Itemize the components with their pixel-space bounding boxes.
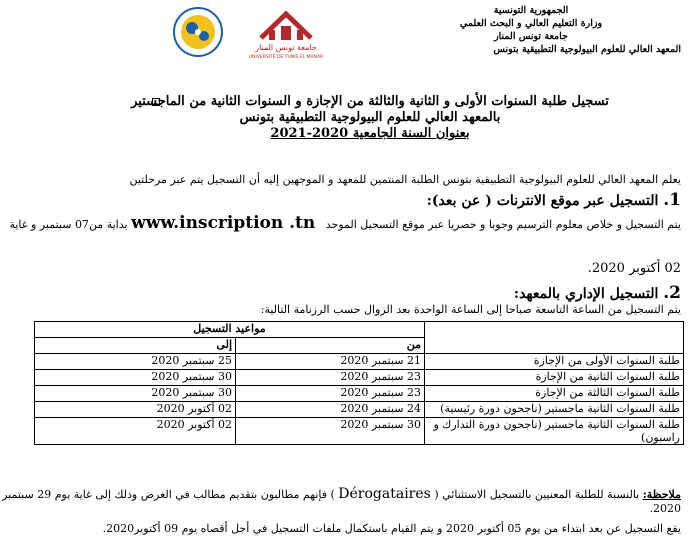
section-2-title: التسجيل الإداري بالمعهد: (513, 286, 659, 302)
header-line-2: وزارة التعليم العالي و البحث العلمي (459, 18, 603, 29)
table-header-row (35, 322, 684, 338)
row-from: 23 سبتمبر 2020 (236, 370, 425, 386)
row-to: 02 أكتوبر 2020 (35, 418, 236, 445)
section-1-text-after: بداية من07 سبتمبر و غاية (9, 218, 128, 231)
row-label: طلبة السنوات الثانية من الإجازة (425, 370, 684, 386)
note-text-after: ) فإنهم مطالبون بتقديم مطالب في الغرض وذلك إلى غاية يوم 29 سبتمبر 2020. (2, 488, 681, 515)
section-1-title: التسجيل عبر موقع الانترنات ( عن بعد): (426, 193, 659, 209)
inscription-url[interactable]: www.inscription .tn (131, 213, 316, 233)
row-label: طلبة السنوات الثانية ماجستير (ناجحون دورة رئيسية) (425, 402, 684, 418)
header-line-4: المعهد العالي للعلوم البيولوجية التطبيقية بتونس (493, 44, 681, 55)
section-2-paragraph: يتم التسجيل من الساعة التاسعة صباحا إلى الساعة الواحدة بعد الزوال حسب الرزنامة التالية: (260, 303, 681, 316)
university-logo (243, 8, 329, 60)
table-corner-cell (425, 322, 684, 354)
note-label: ملاحظة: (642, 488, 681, 501)
table-row (35, 354, 684, 370)
section-2-heading (514, 283, 681, 303)
table-group-header: مواعيد التسجيل (35, 322, 425, 338)
row-from: 30 سبتمبر 2020 (236, 418, 425, 445)
university-logo-text-fr: UNIVERSITÉ DE TUNIS EL MANAR (248, 55, 324, 60)
schedule-table (34, 321, 684, 445)
title-line-1: تسجيل طلبة السنوات الأولى و الثانية والثالثة من الإجازة و السنوات الثانية من الماجستير (131, 94, 609, 109)
header (381, 4, 681, 56)
table-row (35, 386, 684, 402)
intro-paragraph: يعلم المعهد العالي للعلوم البيولوجية التطبيقية بتونس الطلبة المنتمين للمعهد و الموجهين إليه أن التسجيل يتم عبر مرحلتين (129, 173, 681, 186)
section-1-date: 02 أكتوبر 2020. (587, 261, 681, 276)
table-row (35, 418, 684, 445)
row-from: 23 سبتمبر 2020 (236, 386, 425, 402)
university-logo-text-ar: جامعة تونس المنار (255, 43, 317, 52)
document-title (120, 94, 620, 142)
section-1-paragraph (1, 213, 681, 233)
header-line-3: جامعة تونس المنار (494, 31, 568, 42)
row-label: طلبة السنوات الثالثة من الإجازة (425, 386, 684, 402)
row-label: طلبة السنوات الثانية ماجستير (ناجحون دورة التدارك و راسبون) (425, 418, 684, 445)
section-2-number: 2. (663, 283, 681, 303)
note-derogataires: Dérogataires (338, 486, 431, 502)
header-line-1: الجمهورية التونسية (493, 5, 569, 16)
row-to: 25 سبتمبر 2020 (35, 354, 236, 370)
section-1-heading (427, 190, 681, 210)
institute-logo (172, 6, 224, 58)
table-row (35, 402, 684, 418)
section-1-text-before: يتم التسجيل و خلاص معلوم الترسيم وجوبا و حصريا عبر موقع التسجيل الموحد (325, 218, 681, 231)
note-text-before: بالنسبة للطلبة المعنيين بالتسجيل الاستثنائي ( (434, 488, 640, 501)
row-to: 30 سبتمبر 2020 (35, 370, 236, 386)
row-label: طلبة السنوات الأولى من الإجازة (425, 354, 684, 370)
row-from: 24 سبتمبر 2020 (236, 402, 425, 418)
row-to: 30 سبتمبر 2020 (35, 386, 236, 402)
row-from: 21 سبتمبر 2020 (236, 354, 425, 370)
section-1-number: 1. (663, 190, 681, 210)
final-paragraph: يقع التسجيل عن بعد ابتداء من يوم 05 أكتوبر 2020 و يتم القيام باستكمال ملفات التسجيل في أجل أقصاه يوم 09 أكتوبر2020. (102, 522, 681, 535)
table-col-from: من (236, 338, 425, 354)
title-line-3: بعنوان السنة الجامعية 2020-2021 (270, 126, 470, 141)
note-paragraph (1, 487, 681, 516)
table-row (35, 370, 684, 386)
table-col-to: إلى (35, 338, 236, 354)
title-line-2: بالمعهد العالي للعلوم البيولوجية التطبيقية بتونس (239, 110, 501, 125)
row-to: 02 أكتوبر 2020 (35, 402, 236, 418)
